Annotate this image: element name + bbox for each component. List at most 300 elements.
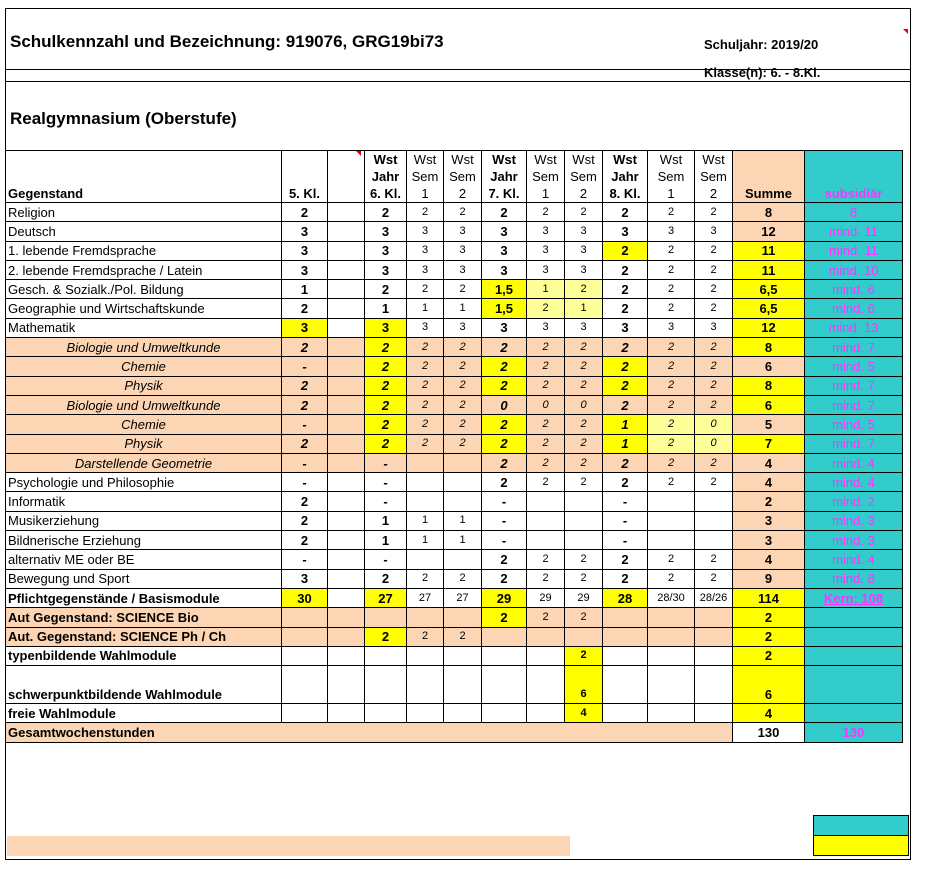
subsidiaer-cell: mind. 5 xyxy=(805,357,903,376)
value-cell: - xyxy=(365,492,407,511)
value-cell: 3 xyxy=(444,318,482,337)
column-header-line: Sem xyxy=(411,169,439,184)
value-cell: 2 xyxy=(407,280,444,299)
value-cell: 2 xyxy=(648,203,695,222)
value-cell: 4 xyxy=(733,473,805,492)
value-cell: 2 xyxy=(695,338,733,357)
value-cell: - xyxy=(603,492,648,511)
value-cell: 2 xyxy=(695,241,733,260)
column-header-line: Wst xyxy=(613,152,637,167)
value-cell: 2 xyxy=(365,434,407,453)
value-cell: - xyxy=(282,357,328,376)
value-cell: 2 xyxy=(527,453,565,472)
value-cell: 1,5 xyxy=(482,299,527,318)
value-cell: 3 xyxy=(695,318,733,337)
value-cell: 1 xyxy=(444,299,482,318)
column-header-sem2 xyxy=(565,151,603,203)
value-cell: 2 xyxy=(407,415,444,434)
row-label: Gesch. & Sozialk./Pol. Bildung xyxy=(6,280,282,299)
table-row xyxy=(6,299,903,318)
value-cell: 2 xyxy=(482,357,527,376)
value-cell: 28/30 xyxy=(648,588,695,607)
value-cell: 2 xyxy=(482,415,527,434)
column-header-line: 8. Kl. xyxy=(609,186,641,201)
value-cell: 3 xyxy=(444,222,482,241)
value-cell: 3 xyxy=(407,318,444,337)
value-cell: 2 xyxy=(482,608,527,627)
value-cell: 2 xyxy=(603,299,648,318)
value-cell xyxy=(444,666,482,704)
value-cell: 3 xyxy=(444,260,482,279)
row-label: Geographie und Wirtschaftskunde xyxy=(6,299,282,318)
value-cell: 2 xyxy=(603,241,648,260)
value-cell: 3 xyxy=(482,241,527,260)
value-cell: 0 xyxy=(695,434,733,453)
table-row xyxy=(6,415,903,434)
value-cell: 2 xyxy=(603,203,648,222)
value-cell: 1 xyxy=(282,280,328,299)
value-cell: 2 xyxy=(444,627,482,646)
value-cell: 3 xyxy=(407,260,444,279)
value-cell: 2 xyxy=(565,550,603,569)
value-cell: 2 xyxy=(603,395,648,414)
subsidiaer-cell: mind. 10 xyxy=(805,260,903,279)
table-row xyxy=(6,588,903,607)
value-cell xyxy=(407,608,444,627)
row-label: Aut Gegenstand: SCIENCE Bio xyxy=(6,608,282,627)
value-cell: - xyxy=(603,511,648,530)
value-cell: 3 xyxy=(565,260,603,279)
value-cell: 2 xyxy=(648,260,695,279)
table-row xyxy=(6,203,903,222)
value-cell xyxy=(527,627,565,646)
value-cell: 2 xyxy=(444,280,482,299)
table-row xyxy=(6,511,903,530)
value-cell: 2 xyxy=(444,395,482,414)
value-cell: 2 xyxy=(648,434,695,453)
spacer-cell xyxy=(328,395,365,414)
value-cell: 3 xyxy=(733,511,805,530)
value-cell: 2 xyxy=(565,453,603,472)
spacer-cell xyxy=(328,376,365,395)
value-cell: 2 xyxy=(603,550,648,569)
value-cell xyxy=(282,646,328,665)
value-cell: 3 xyxy=(527,222,565,241)
row-label: Chemie xyxy=(6,357,282,376)
value-cell: 1 xyxy=(407,531,444,550)
value-cell xyxy=(695,646,733,665)
value-cell xyxy=(407,492,444,511)
value-cell: 2 xyxy=(282,376,328,395)
spacer-cell xyxy=(328,511,365,530)
value-cell: 3 xyxy=(282,569,328,588)
value-cell: 2 xyxy=(695,357,733,376)
table-row xyxy=(6,569,903,588)
value-cell: 3 xyxy=(527,318,565,337)
value-cell: 2 xyxy=(565,569,603,588)
value-cell xyxy=(444,550,482,569)
value-cell: 2 xyxy=(603,376,648,395)
value-cell: 2 xyxy=(527,550,565,569)
value-cell: 2 xyxy=(603,338,648,357)
value-cell xyxy=(648,627,695,646)
spacer-cell xyxy=(328,222,365,241)
value-cell xyxy=(527,492,565,511)
value-cell: 2 xyxy=(444,338,482,357)
value-cell: 2 xyxy=(695,280,733,299)
value-cell xyxy=(565,627,603,646)
row-label: Physik xyxy=(6,434,282,453)
value-cell xyxy=(444,608,482,627)
value-cell: 2 xyxy=(603,569,648,588)
column-header-blank xyxy=(328,151,365,203)
table-row xyxy=(6,704,903,723)
value-cell: 2 xyxy=(648,357,695,376)
value-cell xyxy=(527,531,565,550)
value-cell xyxy=(648,646,695,665)
value-cell: 3 xyxy=(365,318,407,337)
value-cell: 2 xyxy=(282,299,328,318)
spacer-cell xyxy=(328,704,365,723)
column-header-sem2 xyxy=(444,151,482,203)
value-cell: 1 xyxy=(527,280,565,299)
spacer-cell xyxy=(328,550,365,569)
subsidiaer-cell: mind. 3 xyxy=(805,531,903,550)
table-row xyxy=(6,723,903,742)
value-cell: 6,5 xyxy=(733,280,805,299)
value-cell xyxy=(565,531,603,550)
value-cell: 2 xyxy=(565,434,603,453)
sheet-header xyxy=(5,8,911,151)
column-header-line: 1 xyxy=(667,186,675,201)
subsidiaer-cell xyxy=(805,608,903,627)
value-cell: 3 xyxy=(603,318,648,337)
value-cell: 3 xyxy=(482,318,527,337)
row-label: Gesamtwochenstunden xyxy=(6,723,733,742)
value-cell xyxy=(648,608,695,627)
value-cell: - xyxy=(482,492,527,511)
value-cell xyxy=(648,531,695,550)
value-cell: 8 xyxy=(733,376,805,395)
subsidiaer-cell xyxy=(805,704,903,723)
subsidiaer-cell: mind. 7 xyxy=(805,434,903,453)
value-cell: 2 xyxy=(282,395,328,414)
row-label: Biologie und Umweltkunde xyxy=(6,338,282,357)
value-cell: 2 xyxy=(365,357,407,376)
value-cell: 9 xyxy=(733,569,805,588)
column-header-line: 2 xyxy=(458,186,467,201)
value-cell xyxy=(444,473,482,492)
value-cell: 2 xyxy=(444,203,482,222)
value-cell: 6 xyxy=(733,666,805,704)
value-cell: 2 xyxy=(648,473,695,492)
value-cell: 1 xyxy=(365,531,407,550)
value-cell: 114 xyxy=(733,588,805,607)
value-cell xyxy=(527,646,565,665)
spacer-cell xyxy=(328,357,365,376)
column-header-wst_jahr_7 xyxy=(482,151,527,203)
value-cell xyxy=(365,704,407,723)
column-header-line: Wst xyxy=(413,152,437,167)
table-row xyxy=(6,260,903,279)
value-cell: 2 xyxy=(365,338,407,357)
value-cell: 3 xyxy=(527,241,565,260)
value-cell: 3 xyxy=(527,260,565,279)
spacer-cell xyxy=(328,531,365,550)
value-cell xyxy=(407,666,444,704)
value-cell xyxy=(648,511,695,530)
value-cell: 2 xyxy=(527,299,565,318)
column-header-line: Wst xyxy=(373,152,398,167)
table-row xyxy=(6,531,903,550)
value-cell: 2 xyxy=(407,338,444,357)
value-cell xyxy=(695,492,733,511)
value-cell xyxy=(444,492,482,511)
value-cell xyxy=(407,704,444,723)
value-cell: 2 xyxy=(695,260,733,279)
value-cell: 2 xyxy=(444,569,482,588)
value-cell xyxy=(603,704,648,723)
row-label: 2. lebende Fremdsprache / Latein xyxy=(6,260,282,279)
value-cell: 2 xyxy=(365,280,407,299)
value-cell: 27 xyxy=(407,588,444,607)
value-cell: 1,5 xyxy=(482,280,527,299)
value-cell: 2 xyxy=(482,203,527,222)
value-cell: 2 xyxy=(648,569,695,588)
spacer-cell xyxy=(328,260,365,279)
value-cell: 2 xyxy=(565,280,603,299)
value-cell: 6,5 xyxy=(733,299,805,318)
value-cell xyxy=(482,627,527,646)
footer-orange-bar xyxy=(7,836,570,856)
row-label: alternativ ME oder BE xyxy=(6,550,282,569)
subsidiaer-cell: mind. 7 xyxy=(805,376,903,395)
subsidiaer-cell: mind. 2 xyxy=(805,492,903,511)
value-cell xyxy=(527,511,565,530)
column-header-line: 1 xyxy=(421,186,429,201)
value-cell: 2 xyxy=(695,376,733,395)
subsidiaer-cell: mind. 11 xyxy=(805,241,903,260)
value-cell: 2 xyxy=(527,376,565,395)
value-cell: 3 xyxy=(365,241,407,260)
value-cell: 2 xyxy=(733,492,805,511)
value-cell: 7 xyxy=(733,434,805,453)
column-header-line: 6. Kl. xyxy=(369,186,402,201)
column-header-line: Sem xyxy=(657,169,685,184)
column-header-gegenstand: Gegenstand xyxy=(6,151,282,203)
value-cell: 2 xyxy=(695,453,733,472)
spacer-cell xyxy=(328,569,365,588)
column-header-line: Jahr xyxy=(371,169,400,184)
value-cell xyxy=(482,666,527,704)
column-header-subsidiaer: subsidiär xyxy=(805,151,903,203)
row-label: 1. lebende Fremdsprache xyxy=(6,241,282,260)
value-cell: 2 xyxy=(282,434,328,453)
value-cell: 3 xyxy=(648,222,695,241)
subsidiaer-cell: mind. 13 xyxy=(805,318,903,337)
value-cell: 3 xyxy=(603,222,648,241)
value-cell: 2 xyxy=(648,415,695,434)
value-cell xyxy=(648,666,695,704)
value-cell xyxy=(527,666,565,704)
spacer-cell xyxy=(328,241,365,260)
value-cell: 5 xyxy=(733,415,805,434)
subsidiaer-cell: mind. 4 xyxy=(805,550,903,569)
value-cell: 2 xyxy=(648,241,695,260)
column-header-line: Sem xyxy=(570,169,597,184)
value-cell: 2 xyxy=(648,299,695,318)
subsidiaer-cell xyxy=(805,627,903,646)
value-cell xyxy=(444,453,482,472)
value-cell: 3 xyxy=(365,260,407,279)
column-header-wst_jahr_6 xyxy=(365,151,407,203)
value-cell: 27 xyxy=(365,588,407,607)
column-header-wst_jahr_8 xyxy=(603,151,648,203)
value-cell: 2 xyxy=(407,203,444,222)
subsidiaer-cell: mind. 7 xyxy=(805,338,903,357)
value-cell: 2 xyxy=(482,376,527,395)
column-header-sem1 xyxy=(648,151,695,203)
subsidiaer-cell: Kern: 108 xyxy=(805,588,903,607)
value-cell: 27 xyxy=(444,588,482,607)
value-cell xyxy=(282,704,328,723)
spacer-cell xyxy=(328,453,365,472)
value-cell: 1 xyxy=(603,434,648,453)
value-cell: 29 xyxy=(565,588,603,607)
value-cell: 2 xyxy=(365,415,407,434)
table-row xyxy=(6,434,903,453)
column-header-line: Sem xyxy=(532,169,559,184)
value-cell xyxy=(365,666,407,704)
table-row xyxy=(6,550,903,569)
value-cell: 3 xyxy=(695,222,733,241)
value-cell: 1 xyxy=(407,299,444,318)
value-cell: 3 xyxy=(565,318,603,337)
summe-cell: 130 xyxy=(733,723,805,742)
value-cell xyxy=(695,627,733,646)
spacer-cell xyxy=(328,627,365,646)
value-cell: 2 xyxy=(733,627,805,646)
table-row xyxy=(6,338,903,357)
value-cell: 12 xyxy=(733,318,805,337)
subsidiaer-cell: mind. 3 xyxy=(805,511,903,530)
value-cell xyxy=(695,666,733,704)
page-subtitle: Realgymnasium (Oberstufe) xyxy=(10,109,237,128)
column-header-line: Sem xyxy=(449,169,476,184)
header-divider xyxy=(6,81,910,82)
value-cell xyxy=(648,492,695,511)
row-label: Bewegung und Sport xyxy=(6,569,282,588)
value-cell: 2 xyxy=(565,646,603,665)
value-cell xyxy=(695,704,733,723)
timetable-grid xyxy=(5,150,903,743)
value-cell: 12 xyxy=(733,222,805,241)
subsidiaer-cell: 130 xyxy=(805,723,903,742)
value-cell: 4 xyxy=(565,704,603,723)
value-cell: 2 xyxy=(733,646,805,665)
column-header-line: Jahr xyxy=(490,169,518,184)
spacer-cell xyxy=(328,299,365,318)
value-cell: 2 xyxy=(444,415,482,434)
value-cell xyxy=(565,492,603,511)
column-header-line: Wst xyxy=(702,152,725,167)
value-cell: - xyxy=(482,511,527,530)
value-cell: 4 xyxy=(733,453,805,472)
value-cell: 2 xyxy=(603,280,648,299)
table-row xyxy=(6,222,903,241)
value-cell: 8 xyxy=(733,203,805,222)
row-label: Chemie xyxy=(6,415,282,434)
spacer-cell xyxy=(328,203,365,222)
value-cell: 2 xyxy=(482,338,527,357)
value-cell: 2 xyxy=(407,627,444,646)
value-cell: 2 xyxy=(407,434,444,453)
value-cell xyxy=(282,666,328,704)
value-cell: 2 xyxy=(444,357,482,376)
column-header-line: Jahr xyxy=(611,169,639,184)
value-cell: 1 xyxy=(407,511,444,530)
value-cell: 2 xyxy=(527,338,565,357)
subsidiaer-cell: mind. 11 xyxy=(805,222,903,241)
value-cell: 2 xyxy=(482,453,527,472)
value-cell: 1 xyxy=(444,531,482,550)
value-cell xyxy=(603,646,648,665)
value-cell xyxy=(565,511,603,530)
value-cell: 2 xyxy=(648,395,695,414)
page-title: Schulkennzahl und Bezeichnung: 919076, GRG19bi73 xyxy=(10,32,444,51)
subsidiaer-cell: mind. 8 xyxy=(805,569,903,588)
value-cell: 2 xyxy=(648,550,695,569)
value-cell: 2 xyxy=(407,395,444,414)
value-cell xyxy=(407,550,444,569)
value-cell: 0 xyxy=(695,415,733,434)
value-cell xyxy=(695,511,733,530)
value-cell: 6 xyxy=(733,395,805,414)
value-cell: 2 xyxy=(648,280,695,299)
value-cell: 3 xyxy=(407,241,444,260)
value-cell: 3 xyxy=(407,222,444,241)
value-cell: 2 xyxy=(527,608,565,627)
value-cell: 30 xyxy=(282,588,328,607)
column-header-line: Wst xyxy=(451,152,474,167)
value-cell: - xyxy=(365,473,407,492)
subsidiaer-cell: mind. 4 xyxy=(805,473,903,492)
value-cell: 2 xyxy=(527,203,565,222)
row-label: Darstellende Geometrie xyxy=(6,453,282,472)
value-cell: 2 xyxy=(527,434,565,453)
value-cell xyxy=(365,646,407,665)
value-cell: 3 xyxy=(565,241,603,260)
value-cell: 4 xyxy=(733,704,805,723)
value-cell: 2 xyxy=(527,473,565,492)
column-header-sem1 xyxy=(407,151,444,203)
row-label: Deutsch xyxy=(6,222,282,241)
value-cell xyxy=(603,627,648,646)
column-header-line: 7. Kl. xyxy=(488,186,520,201)
value-cell: 2 xyxy=(565,203,603,222)
value-cell: 1 xyxy=(444,511,482,530)
spacer-cell xyxy=(328,492,365,511)
value-cell: 0 xyxy=(565,395,603,414)
column-header-line: Wst xyxy=(659,152,683,167)
value-cell: 3 xyxy=(282,318,328,337)
value-cell: - xyxy=(365,453,407,472)
column-header-line: Wst xyxy=(572,152,595,167)
value-cell: 2 xyxy=(603,260,648,279)
value-cell xyxy=(365,608,407,627)
value-cell: - xyxy=(282,550,328,569)
value-cell: 2 xyxy=(648,376,695,395)
